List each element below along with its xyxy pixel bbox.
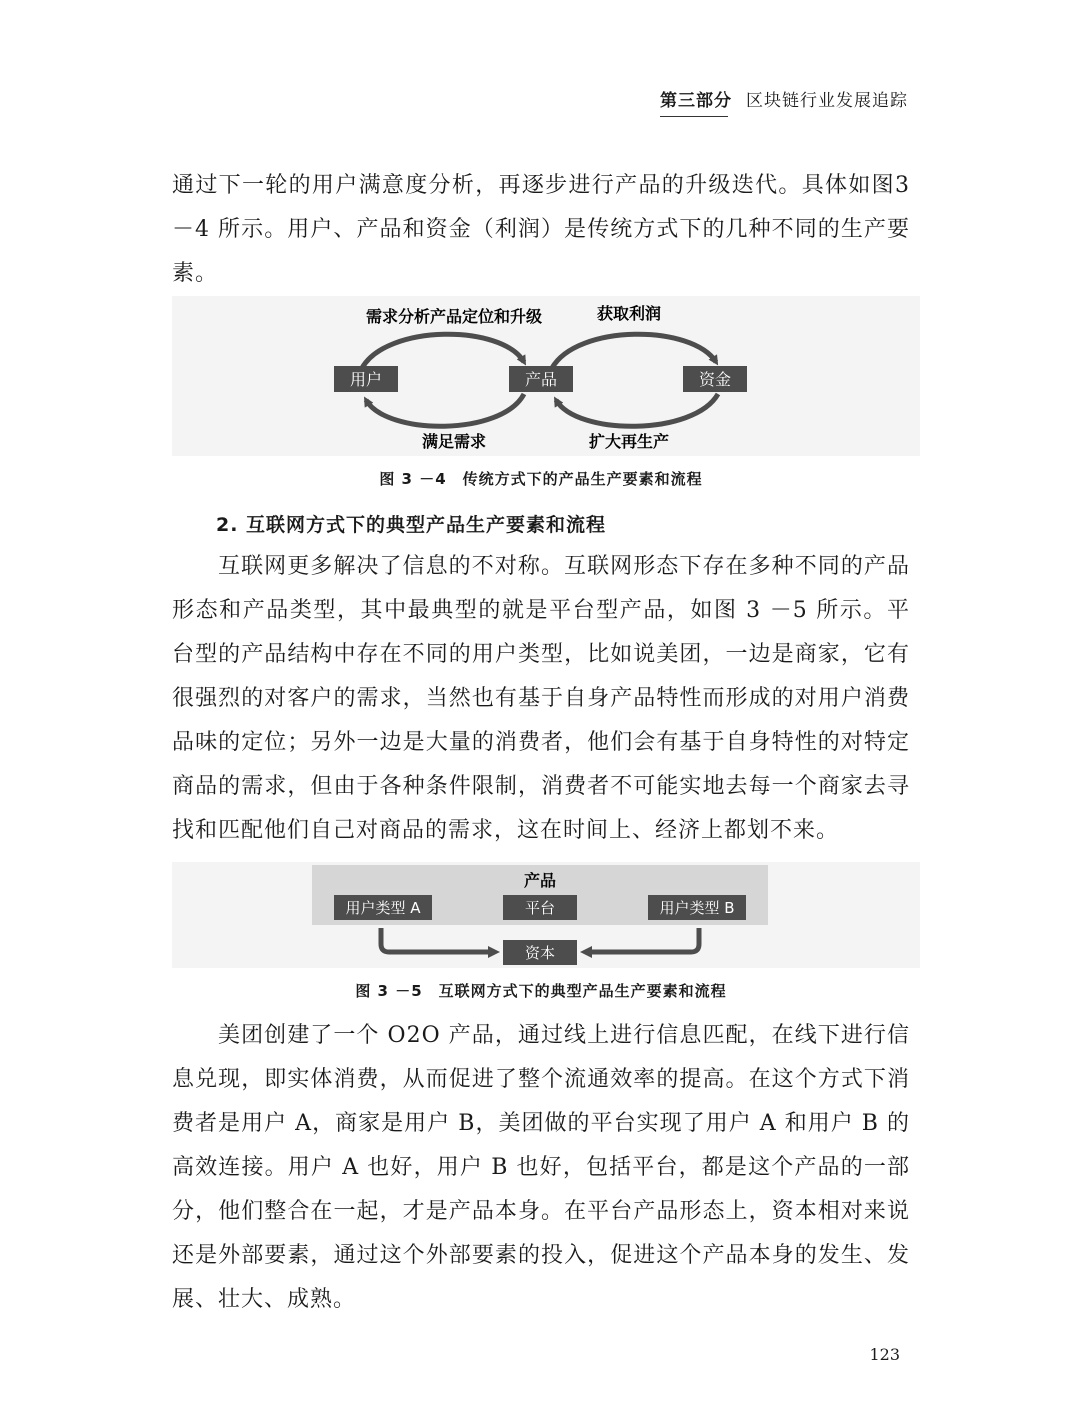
header-title: 区块链行业发展追踪: [746, 91, 908, 111]
arrow-capital-to-product: [556, 394, 718, 426]
arrow-a-to-capital: [381, 928, 494, 952]
label-bottom-right: 扩大再生产: [588, 432, 670, 451]
figure-3-4-diagram: [172, 296, 920, 456]
label-top-left: 需求分析产品定位和升级: [365, 307, 543, 326]
running-header: [660, 86, 908, 111]
page-number: 123: [869, 1345, 900, 1364]
paragraph-1: 通过下一轮的用户满意度分析，再逐步进行产品的升级迭代。具体如图3 －4 所示。用户、产品和资金（利润）是传统方式下的几种不同的生产要素。: [172, 173, 910, 286]
arrow-product-to-capital: [552, 334, 716, 368]
capital: 资本: [524, 944, 556, 962]
platform: 平台: [524, 899, 556, 917]
paragraph-3: 美团创建了一个 O2O 产品，通过线上进行信息匹配，在线下进行信息兑现，即实体消费，从而促进了整个流通效率的提高。在这个方式下消费者是用户 A，商家是用户 B，美团做的平台实现了用户 A 和用户 B 的高效连接。用户 A 也好，用户 B 也好，包括平台，都是这个产品的一部分，他们整合在一起，才是产品本身。在平台产品形态上，资本相对来说还是外部要素，通过这个外部要素的投入，促进这个产品本身的发生、发展、壮大、成熟。: [172, 1023, 910, 1312]
header-part: 第三部分: [660, 91, 732, 111]
node-product: 产品: [524, 370, 558, 389]
label-top-right: 获取利润: [596, 304, 662, 323]
user-type-a: 用户类型 A: [345, 899, 421, 917]
header-rule: [660, 116, 728, 117]
figure-3-4: [172, 296, 920, 456]
label-bottom-left: 满足需求: [421, 432, 487, 451]
arrow-b-to-capital: [586, 928, 699, 952]
node-user: 用户: [349, 370, 383, 389]
figure-3-5-diagram: [172, 862, 920, 968]
arrow-product-to-user: [366, 394, 524, 426]
figure-3-5-caption: 图 3 －5 互联网方式下的典型产品生产要素和流程: [355, 982, 727, 1000]
node-capital: 资金: [698, 370, 732, 389]
figure-3-4-caption: 图 3 －4 传统方式下的产品生产要素和流程: [379, 470, 703, 488]
user-type-b: 用户类型 B: [659, 899, 735, 917]
section-heading: 2. 互联网方式下的典型产品生产要素和流程: [216, 514, 607, 536]
paragraph-2: 互联网更多解决了信息的不对称。互联网形态下存在多种不同的产品形态和产品类型，其中最典型的就是平台型产品，如图 3 －5 所示。平台型的产品结构中存在不同的用户类型，比如说美团，一边是商家，它有很强烈的对客户的需求，当然也有基于自身产品特性而形成的对用户消费品味的定位；另外一边是大量的消费者，他们会有基于自身特性的对特定商品的需求，但由于各种条件限制，消费者不可能实地去每一个商家去寻找和匹配他们自己对商品的需求，这在时间上、经济上都划不来。: [172, 554, 910, 843]
product-label: 产品: [523, 871, 557, 890]
figure-3-5: [172, 862, 920, 968]
arrow-user-to-product: [362, 334, 524, 368]
